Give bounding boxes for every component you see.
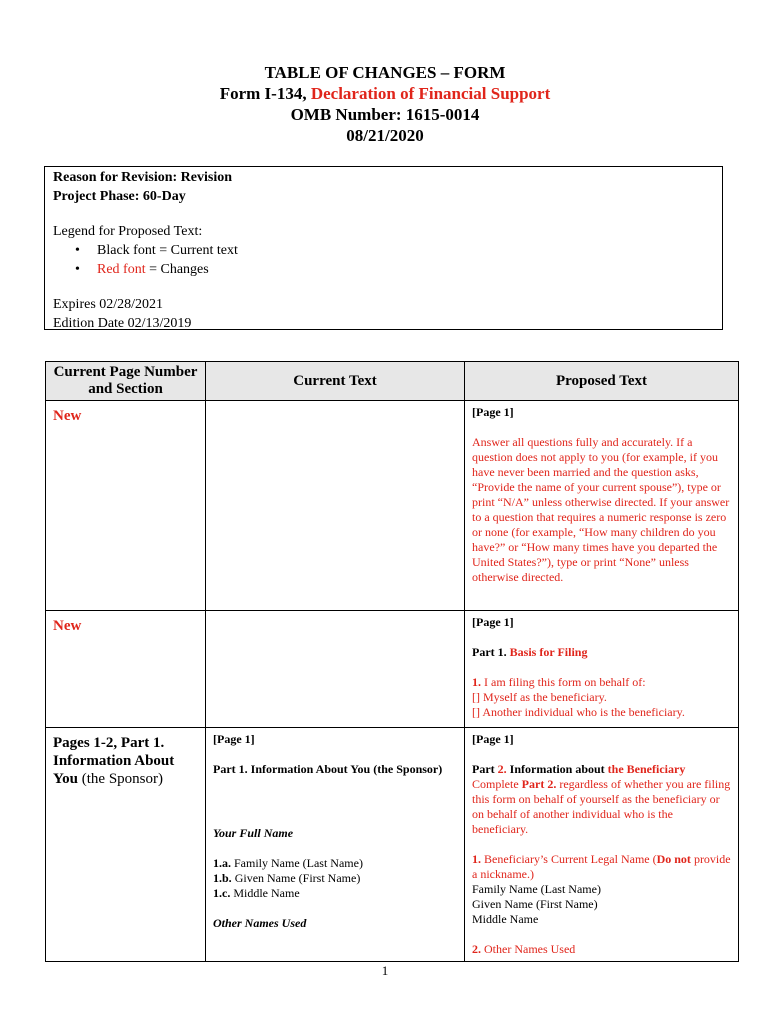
revision-reason: Reason for Revision: Revision: [53, 170, 233, 185]
header-form-line: [0, 83, 770, 104]
option-another-individual: [] Another individual who is the beneficiary.: [472, 705, 685, 719]
part-heading: Part 1. Basis for Filing: [472, 645, 588, 659]
field-family-name: Family Name (Last Name): [472, 882, 601, 896]
section-new-label: New: [53, 408, 82, 424]
legend-title: Legend for Proposed Text:: [53, 224, 203, 239]
field-given-name: Given Name (First Name): [472, 897, 598, 911]
other-names-heading: Other Names Used: [213, 916, 307, 930]
section-label: Pages 1-2, Part 1. Information About You: [53, 735, 175, 787]
legend-red-label: Red font: [97, 262, 146, 277]
header-proposed-text: Proposed Text: [465, 362, 739, 401]
table-row: [46, 728, 739, 962]
part-title: the Beneficiary: [607, 762, 686, 776]
current-text-cell: [206, 611, 465, 728]
question-1: 1. Beneficiary’s Current Legal Name (Do not provide a nickname.): [472, 852, 731, 881]
header-title: TABLE OF CHANGES – FORM: [264, 63, 506, 82]
legend-item-black: • Black font = Current text: [97, 241, 714, 260]
question-2: 2. Other Names Used: [472, 942, 576, 956]
document-header: [0, 62, 770, 146]
page-marker: [Page 1]: [472, 732, 514, 746]
proposed-text-cell: [465, 728, 739, 962]
page-marker: [Page 1]: [472, 405, 514, 419]
part-title: Basis for Filing: [509, 645, 588, 659]
option-myself: [] Myself as the beneficiary.: [472, 690, 607, 704]
expiration-date: Expires 02/28/2021: [53, 297, 164, 312]
edition-date: Edition Date 02/13/2019: [53, 316, 192, 331]
header-form-number: Form I-134,: [219, 84, 311, 103]
header-current-text: Current Text: [206, 362, 465, 401]
table-header-row: [46, 362, 739, 401]
proposed-text-cell: [465, 611, 739, 728]
header-date: 08/21/2020: [346, 126, 424, 145]
current-text-cell: [206, 728, 465, 962]
table-row: [46, 401, 739, 611]
field-given-name: 1.b. Given Name (First Name): [213, 871, 361, 885]
header-omb-number: OMB Number: 1615-0014: [290, 105, 480, 124]
changes-table: [45, 361, 739, 962]
table-row: [46, 611, 739, 728]
part-heading: Part 1. Information About You (the Sponsor): [213, 762, 443, 776]
revision-info-box: [44, 166, 723, 330]
project-phase: Project Phase: 60-Day: [53, 189, 186, 204]
current-text-cell: [206, 401, 465, 611]
legend-item-red: • Red font = Changes: [97, 260, 714, 279]
legend-list: [53, 241, 714, 279]
section-new-label: New: [53, 618, 82, 634]
instructions-text: Answer all questions fully and accurately. If a question does not apply to you (for example, if you have never been married and the question asks, “Provide the name of your current spouse”), type or print “N/A” unless otherwise directed. If your answer to a question that requires a numeric response is zero or none (for example, “How many children do you have?” or “How many times have you departed the United States?”), type or print “None” unless otherwise directed.: [472, 435, 730, 584]
field-family-name: 1.a. Family Name (Last Name): [213, 856, 363, 870]
page-marker: [Page 1]: [472, 615, 514, 629]
page-number: 1: [381, 963, 389, 978]
page-marker: [Page 1]: [213, 732, 255, 746]
header-form-name: Declaration of Financial Support: [310, 84, 551, 103]
question-1: 1. I am filing this form on behalf of:: [472, 675, 646, 689]
section-cell: [46, 401, 206, 611]
part-instructions: Complete Part 2. regardless of whether you are filing this form on behalf of yourself as the beneficiary or on behalf of another individual who is the beneficiary.: [472, 777, 731, 836]
field-middle-name: Middle Name: [472, 912, 539, 926]
section-cell: [46, 611, 206, 728]
section-cell: Pages 1-2, Part 1. Information About You (the Sponsor): [46, 728, 206, 962]
part-heading: Part 2. Information about the Beneficiary: [472, 762, 686, 776]
full-name-heading: Your Full Name: [213, 826, 294, 840]
field-middle-name: 1.c. Middle Name: [213, 886, 300, 900]
header-current-page-section: Current Page Number and Section: [46, 362, 206, 401]
proposed-text-cell: [465, 401, 739, 611]
